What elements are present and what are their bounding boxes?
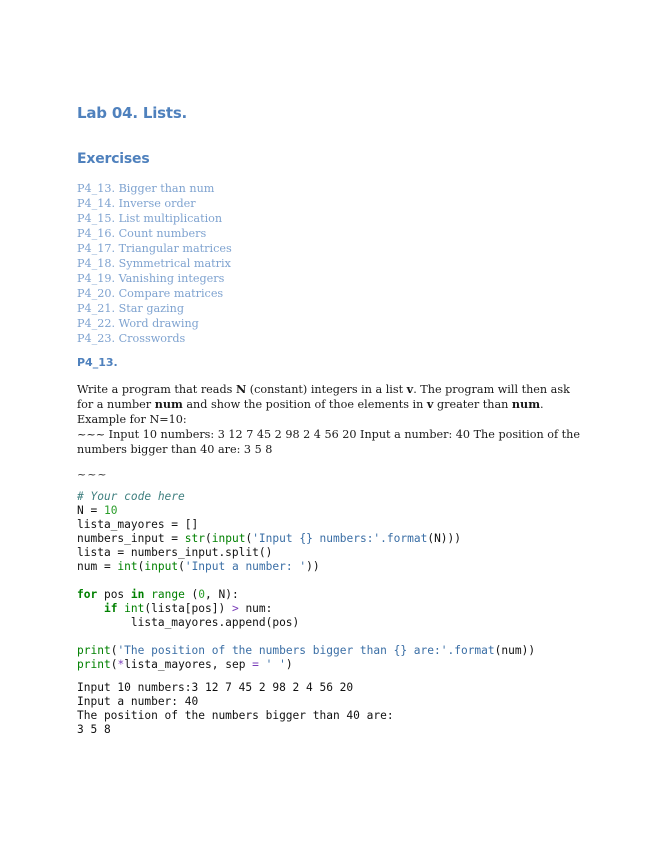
- exercise-link-p4-22[interactable]: P4_22. Word drawing: [77, 317, 199, 330]
- separator-text: ~~~: [77, 468, 108, 481]
- example-label: Example for N=10:: [77, 413, 187, 426]
- code-token: (num)): [494, 644, 536, 657]
- output-line: Input 10 numbers:3 12 7 45 2 98 2 4 56 20: [77, 681, 354, 694]
- code-token: numbers_input =: [77, 532, 185, 545]
- exercise-link-p4-14[interactable]: P4_14. Inverse order: [77, 197, 196, 210]
- exercise-link-p4-21[interactable]: P4_21. Star gazing: [77, 302, 184, 315]
- page-title: Lab 04. Lists.: [77, 104, 188, 122]
- example-text: ~~~ Input 10 numbers: 3 12 7 45 2 98 2 4 56 20 Input a number: 40 The position of the numbers bigger than 40 are: 3 5 8: [77, 428, 580, 456]
- text-run: and show the position of thoe elements in: [182, 398, 427, 411]
- output-line: Input a number: 40: [77, 695, 199, 708]
- section-heading: P4_13.: [77, 356, 118, 369]
- code-builtin: input: [211, 532, 246, 545]
- exercise-link-p4-20[interactable]: P4_20. Compare matrices: [77, 287, 224, 300]
- code-string: 'Input {} numbers:': [252, 532, 381, 545]
- code-block[interactable]: # Your code here N = 10 lista_mayores = [] numbers_input = str(input('Input {} numbers:'.format(N))) lista = numbers_input.split() num = int(input('Input a number: ')) for pos in range (0, N): if int(lista[pos]) > num: lista_mayores.append(pos) print('The position of the numbers bigger than {} are:'.format(num)) print(*lista_mayores, sep = ' '): [77, 490, 536, 671]
- code-token: N =: [77, 504, 104, 517]
- code-method: .format: [447, 644, 495, 657]
- code-token: (N))): [427, 532, 462, 545]
- code-token: num =: [77, 560, 118, 573]
- exercise-link-p4-19[interactable]: P4_19. Vanishing integers: [77, 272, 225, 285]
- code-builtin: range: [144, 588, 185, 601]
- code-operator: *: [117, 658, 125, 671]
- program-output: [77, 681, 394, 737]
- code-token: )): [306, 560, 320, 573]
- code-keyword: for: [77, 588, 98, 601]
- exercise-link-p4-15[interactable]: P4_15. List multiplication: [77, 212, 223, 225]
- code-builtin: input: [144, 560, 179, 573]
- code-number: 10: [103, 504, 118, 517]
- bold-term: v: [406, 382, 414, 396]
- bold-term: num: [511, 397, 541, 411]
- code-number: 0: [198, 588, 206, 601]
- code-token: num:: [238, 602, 273, 615]
- code-keyword: in: [130, 588, 145, 601]
- code-builtin: print: [77, 644, 111, 657]
- text-run: (constant) integers in a list: [246, 383, 407, 396]
- bold-term: num: [154, 397, 183, 411]
- exercise-list: [77, 181, 232, 346]
- exercise-link-p4-18[interactable]: P4_18. Symmetrical matrix: [77, 257, 231, 270]
- code-token: (: [110, 658, 118, 671]
- code-line: lista_mayores = []: [77, 518, 199, 531]
- exercise-link-p4-13[interactable]: P4_13. Bigger than num: [77, 182, 215, 195]
- code-builtin: int: [117, 602, 145, 615]
- exercise-link-p4-17[interactable]: P4_17. Triangular matrices: [77, 242, 232, 255]
- text-run: greater than: [433, 398, 512, 411]
- code-line: lista = numbers_input.split(): [77, 546, 273, 559]
- code-keyword: if: [103, 602, 118, 615]
- code-operator: >: [231, 602, 239, 615]
- text-run: .: [540, 398, 544, 411]
- code-string: 'Input a number: ': [184, 560, 307, 573]
- text-run: Write a program that reads: [77, 383, 236, 396]
- description-paragraph: [77, 382, 587, 412]
- code-line: lista_mayores.append(pos): [130, 616, 300, 629]
- output-line: 3 5 8: [77, 723, 111, 736]
- code-token: lista_mayores, sep: [124, 658, 253, 671]
- code-operator: =: [252, 658, 259, 671]
- exercise-link-p4-23[interactable]: P4_23. Crosswords: [77, 332, 186, 345]
- bold-term: v: [426, 397, 434, 411]
- code-token: [259, 658, 266, 671]
- exercise-link-p4-16[interactable]: P4_16. Count numbers: [77, 227, 207, 240]
- text-run: . The program will then ask for a number: [77, 383, 570, 411]
- exercises-heading: Exercises: [77, 151, 150, 167]
- code-token: (: [184, 588, 199, 601]
- code-comment: # Your code here: [77, 490, 185, 503]
- code-token: (lista[pos]): [144, 602, 232, 615]
- output-line: The position of the numbers bigger than 40 are:: [77, 709, 394, 722]
- exercise-description: [77, 382, 587, 457]
- code-string: ' ': [265, 658, 286, 671]
- code-builtin: int: [117, 560, 138, 573]
- bold-term: N: [235, 382, 247, 396]
- code-token: , N):: [205, 588, 239, 601]
- code-token: pos: [97, 588, 131, 601]
- code-string: 'The position of the numbers bigger than {} are:': [117, 644, 448, 657]
- code-token: ): [285, 658, 293, 671]
- code-builtin: str: [184, 532, 205, 545]
- code-method: .format: [380, 532, 428, 545]
- code-builtin: print: [77, 658, 111, 671]
